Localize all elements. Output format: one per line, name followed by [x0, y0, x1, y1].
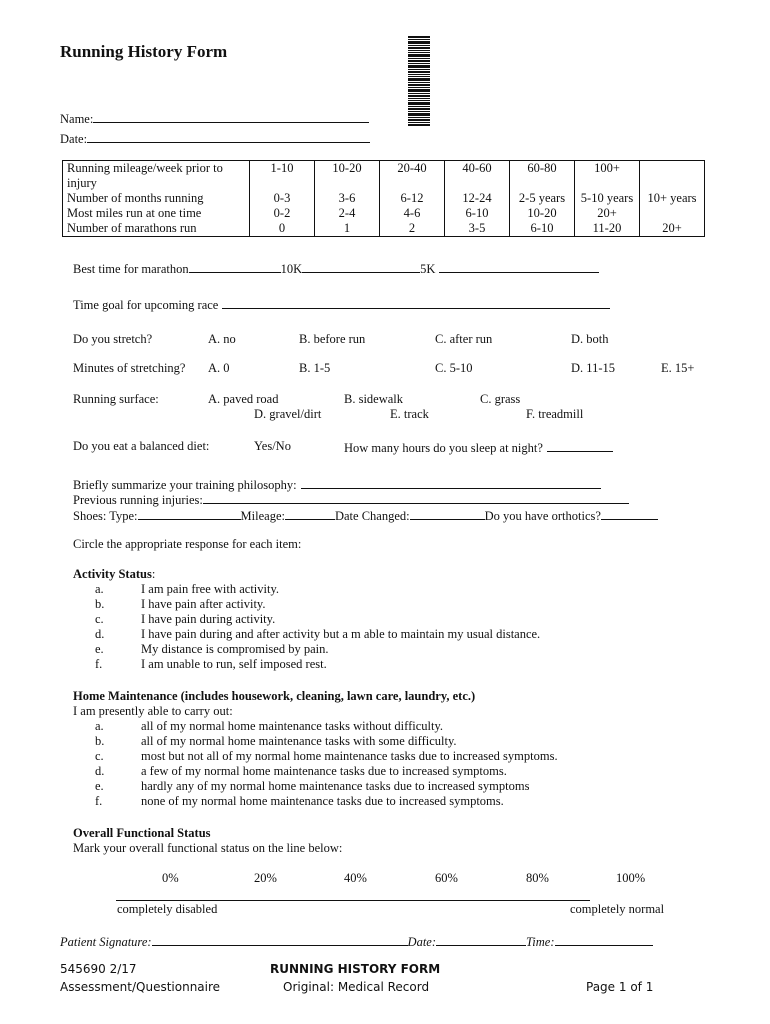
table-cell[interactable]: 60-80: [510, 161, 575, 192]
surface-option-a[interactable]: A. paved road: [208, 392, 279, 406]
list-item-text: hardly any of my normal home maintenance tasks due to increased symptoms: [141, 779, 530, 793]
list-item-letter: e.: [95, 642, 104, 656]
list-item-text: all of my normal home maintenance tasks with some difficulty.: [141, 734, 457, 748]
fivek-time-line[interactable]: [439, 260, 599, 273]
philosophy-line[interactable]: [301, 476, 601, 489]
table-cell[interactable]: 4-6: [380, 206, 445, 221]
footer-code: 545690 2/17: [60, 962, 137, 976]
stretch-minutes-option-d[interactable]: D. 11-15: [571, 361, 615, 375]
table-cell[interactable]: [640, 161, 705, 192]
tenk-time-line[interactable]: [302, 260, 420, 273]
stretch-option-a[interactable]: A. no: [208, 332, 236, 346]
table-cell[interactable]: 2: [380, 221, 445, 237]
date-line[interactable]: [87, 130, 370, 143]
surface-option-b[interactable]: B. sidewalk: [344, 392, 404, 406]
time-goal-line[interactable]: [222, 296, 610, 309]
table-cell[interactable]: 11-20: [575, 221, 640, 237]
surface-option-f[interactable]: F. treadmill: [526, 407, 584, 421]
shoes-row: [73, 507, 658, 524]
name-label: Name:: [60, 112, 94, 126]
list-item-letter: f.: [95, 657, 103, 671]
list-item-letter: d.: [95, 627, 105, 641]
table-cell[interactable]: 0: [250, 221, 315, 237]
table-cell: Number of marathons run: [63, 221, 250, 237]
home-heading: Home Maintenance (includes housework, cleaning, lawn care, laundry, etc.): [73, 689, 476, 703]
signature-date-line[interactable]: [436, 933, 526, 946]
functional-heading: Overall Functional Status: [73, 826, 211, 840]
diet-answer[interactable]: Yes/No: [254, 439, 291, 453]
list-item-letter: a.: [95, 582, 104, 596]
list-item-text: I have pain during and after activity but a m able to maintain my usual distance.: [141, 627, 541, 641]
table-cell[interactable]: 3-5: [445, 221, 510, 237]
running-history-table: [62, 160, 705, 237]
table-cell: Number of months running: [63, 191, 250, 206]
activity-heading-text: Activity Status: [73, 567, 152, 581]
table-cell[interactable]: 1-10: [250, 161, 315, 192]
list-item-text: none of my normal home maintenance tasks due to increased symptoms.: [141, 794, 504, 808]
signature-row: [60, 933, 653, 950]
list-item-text: I am unable to run, self imposed rest.: [141, 657, 327, 671]
circle-instruction: Circle the appropriate response for each item:: [73, 537, 302, 551]
functional-instruction: Mark your overall functional status on the line below:: [73, 841, 343, 855]
surface-question: Running surface:: [73, 392, 159, 406]
table-cell: Most miles run at one time: [63, 206, 250, 221]
list-item-letter: b.: [95, 734, 105, 748]
table-cell[interactable]: 20+: [640, 221, 705, 237]
stretch-option-d[interactable]: D. both: [571, 332, 609, 346]
shoes-type-line[interactable]: [138, 507, 241, 520]
list-item-text: a few of my normal home maintenance tasks due to increased symptoms.: [141, 764, 507, 778]
stretch-minutes-option-a[interactable]: A. 0: [208, 361, 230, 375]
table-cell[interactable]: 1: [315, 221, 380, 237]
activity-heading: [73, 567, 155, 582]
functional-scale-line[interactable]: [116, 900, 590, 901]
list-item-text: I have pain after activity.: [141, 597, 266, 611]
sleep-row: [344, 439, 613, 456]
stretch-minutes-option-b[interactable]: B. 1-5: [299, 361, 331, 375]
list-item-letter: e.: [95, 779, 104, 793]
home-intro: I am presently able to carry out:: [73, 704, 233, 718]
table-cell[interactable]: 10-20: [510, 206, 575, 221]
table-cell[interactable]: 6-10: [510, 221, 575, 237]
footer-form-title: RUNNING HISTORY FORM: [270, 962, 441, 976]
table-cell[interactable]: 0-3: [250, 191, 315, 206]
signature-line[interactable]: [152, 933, 408, 946]
scale-right-label: completely normal: [570, 902, 665, 916]
table-cell[interactable]: [640, 206, 705, 221]
best-time-row: [73, 260, 599, 277]
table-cell[interactable]: 100+: [575, 161, 640, 192]
table-cell[interactable]: 2-4: [315, 206, 380, 221]
table-cell[interactable]: 40-60: [445, 161, 510, 192]
stretch-minutes-question: Minutes of stretching?: [73, 361, 186, 375]
scale-tick-label: 20%: [254, 871, 277, 885]
name-line[interactable]: [93, 110, 369, 123]
stretch-option-b[interactable]: B. before run: [299, 332, 366, 346]
list-item-letter: f.: [95, 794, 103, 808]
list-item-text: I am pain free with activity.: [141, 582, 280, 596]
table-row: [63, 191, 705, 206]
injuries-label: Previous running injuries:: [73, 493, 203, 507]
scale-left-label: completely disabled: [117, 902, 218, 916]
table-cell[interactable]: 10-20: [315, 161, 380, 192]
fivek-label: 5K: [420, 262, 436, 276]
date-label: Date:: [60, 132, 88, 146]
diet-question: Do you eat a balanced diet:: [73, 439, 210, 453]
stretch-question: Do you stretch?: [73, 332, 153, 346]
barcode-image: [408, 36, 430, 126]
patient-signature-label: Patient Signature:: [60, 935, 152, 949]
table-cell[interactable]: 12-24: [445, 191, 510, 206]
scale-tick-label: 40%: [344, 871, 367, 885]
scale-tick-label: 100%: [616, 871, 646, 885]
scale-tick-label: 0%: [162, 871, 179, 885]
list-item-letter: a.: [95, 719, 104, 733]
page-title: Running History Form: [60, 42, 228, 61]
table-cell[interactable]: 10+ years: [640, 191, 705, 206]
activity-heading-colon: :: [151, 567, 156, 581]
injuries-line[interactable]: [203, 491, 629, 504]
philosophy-label: Briefly summarize your training philosophy:: [73, 478, 297, 492]
list-item-letter: d.: [95, 764, 105, 778]
sleep-question: How many hours do you sleep at night?: [344, 441, 543, 455]
list-item-text: I have pain during activity.: [141, 612, 276, 626]
table-row: [63, 206, 705, 221]
signature-date-label: Date:: [407, 935, 437, 949]
name-field[interactable]: [60, 110, 369, 127]
list-item-letter: c.: [95, 749, 104, 763]
footer-original: Original: Medical Record: [283, 980, 430, 994]
shoes-changed-line[interactable]: [410, 507, 485, 520]
sleep-line[interactable]: [547, 439, 613, 452]
scale-tick-label: 60%: [435, 871, 458, 885]
stretch-minutes-option-c[interactable]: C. 5-10: [435, 361, 473, 375]
stretch-minutes-option-e[interactable]: E. 15+: [661, 361, 695, 375]
list-item-text: most but not all of my normal home maintenance tasks due to increased symptoms.: [141, 749, 558, 763]
table-cell[interactable]: 6-12: [380, 191, 445, 206]
footer-category: Assessment/Questionnaire: [60, 980, 221, 994]
table-cell[interactable]: 20-40: [380, 161, 445, 192]
orthotics-line[interactable]: [601, 507, 658, 520]
time-goal-row: [73, 296, 610, 313]
list-item-text: My distance is compromised by pain.: [141, 642, 329, 656]
injuries-row: [73, 491, 629, 508]
table-cell: Running mileage/week prior to injury: [63, 161, 250, 192]
surface-option-d[interactable]: D. gravel/dirt: [254, 407, 322, 421]
marathon-time-line[interactable]: [189, 260, 281, 273]
table-row: [63, 161, 705, 192]
list-item-letter: c.: [95, 612, 104, 626]
shoes-changed-label: Date Changed:: [334, 509, 410, 523]
table-row: [63, 221, 705, 237]
best-time-label: Best time for marathon: [73, 262, 189, 276]
scale-tick-label: 80%: [526, 871, 549, 885]
footer-page-number: Page 1 of 1: [586, 980, 654, 994]
date-field[interactable]: [60, 130, 370, 147]
surface-option-c[interactable]: C. grass: [480, 392, 521, 406]
table-cell[interactable]: 5-10 years: [575, 191, 640, 206]
tenk-label: 10K: [280, 262, 303, 276]
table-cell[interactable]: 20+: [575, 206, 640, 221]
table-cell[interactable]: 0-2: [250, 206, 315, 221]
table-cell[interactable]: 6-10: [445, 206, 510, 221]
shoes-type-label: Shoes: Type:: [73, 509, 138, 523]
surface-option-e[interactable]: E. track: [390, 407, 429, 421]
time-goal-label: Time goal for upcoming race: [73, 298, 219, 312]
table-cell[interactable]: 2-5 years: [510, 191, 575, 206]
table-cell[interactable]: 3-6: [315, 191, 380, 206]
stretch-option-c[interactable]: C. after run: [435, 332, 493, 346]
list-item-text: all of my normal home maintenance tasks without difficulty.: [141, 719, 444, 733]
shoes-mileage-label: Mileage:: [240, 509, 285, 523]
shoes-mileage-line[interactable]: [285, 507, 335, 520]
signature-time-line[interactable]: [555, 933, 653, 946]
list-item-letter: b.: [95, 597, 105, 611]
orthotics-label: Do you have orthotics?: [484, 509, 601, 523]
signature-time-label: Time:: [526, 935, 555, 949]
